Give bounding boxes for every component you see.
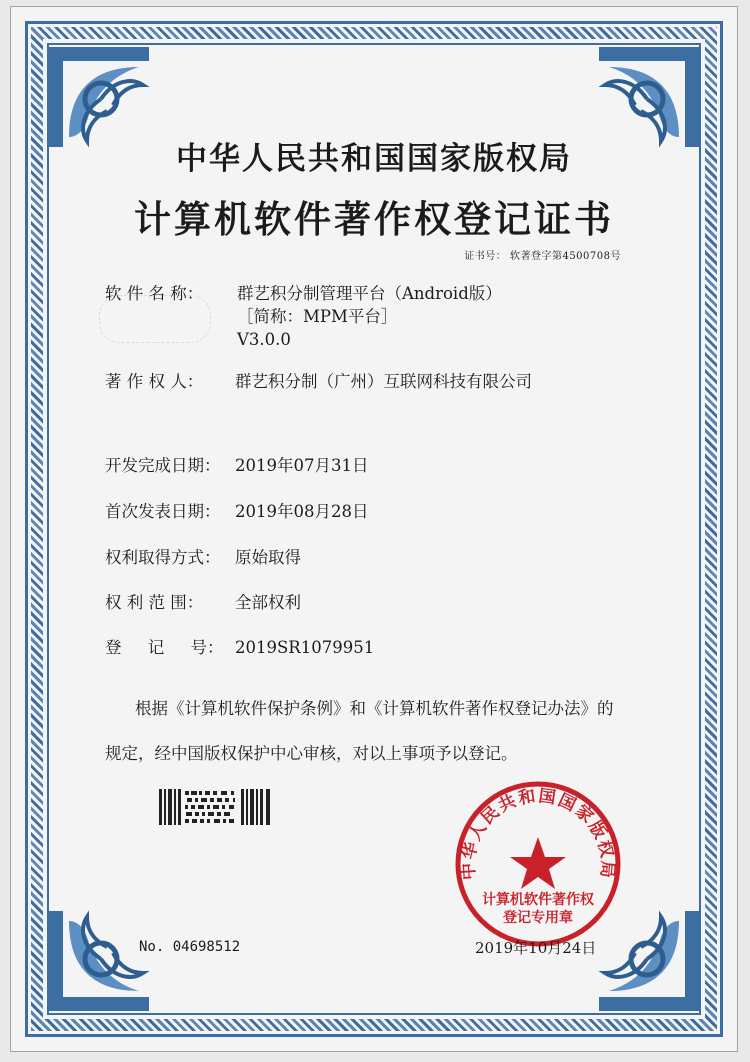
issuing-agency: 中华人民共和国国家版权局 <box>176 141 572 177</box>
official-seal <box>453 779 623 949</box>
statement-line-1: 根据《计算机软件保护条例》和《计算机软件著作权登记办法》的 <box>135 699 614 718</box>
software-name-line: 群艺积分制管理平台（Android版） <box>237 284 502 303</box>
seal-ring-text: 中华人民共和国国家版权局 <box>458 786 618 881</box>
field-registration-number <box>105 637 374 659</box>
field-label: 权利取得方式： <box>105 548 221 567</box>
field-value: 群艺积分制（广州）互联网科技有限公司 <box>235 372 532 391</box>
field-software-name <box>105 283 235 305</box>
field-label: 登 记 号： <box>105 638 224 657</box>
field-scope <box>105 592 301 614</box>
field-label: 权 利 范 围： <box>105 593 204 612</box>
statement-line-2: 规定，经中国版权保护中心审核，对以上事项予以登记。 <box>105 744 518 763</box>
issue-date: 2019年10月24日 <box>475 939 597 957</box>
field-acquisition <box>105 547 301 569</box>
field-value: 2019年07月31日 <box>235 456 369 475</box>
field-label: 开发完成日期： <box>105 456 221 475</box>
field-value: 全部权利 <box>235 593 301 612</box>
software-short-name: ［简称：MPM平台］ <box>237 307 398 326</box>
certificate <box>10 6 738 1052</box>
field-owner <box>105 371 532 393</box>
certificate-title: 计算机软件著作权登记证书 <box>134 197 614 241</box>
software-version: V3.0.0 <box>237 330 291 349</box>
seal-text-line: 登记专用章 <box>503 910 573 926</box>
field-pub-date <box>105 501 368 523</box>
certificate-number: 证书号： 软著登字第4500708号 <box>464 251 621 262</box>
field-dev-date <box>105 455 368 477</box>
certificate-serial: No. 04698512 <box>139 939 241 955</box>
corner-ornament-icon <box>43 905 155 1017</box>
field-label: 软 件 名 称： <box>105 284 204 303</box>
field-value: 原始取得 <box>235 548 301 567</box>
seal-text-line: 计算机软件著作权 <box>482 892 594 908</box>
star-icon <box>510 837 566 889</box>
field-label: 著 作 权 人： <box>105 372 204 391</box>
barcode-icon <box>159 789 271 825</box>
field-value: 2019SR1079951 <box>235 638 375 657</box>
field-value: 2019年08月28日 <box>235 502 369 521</box>
field-label: 首次发表日期： <box>105 502 221 521</box>
